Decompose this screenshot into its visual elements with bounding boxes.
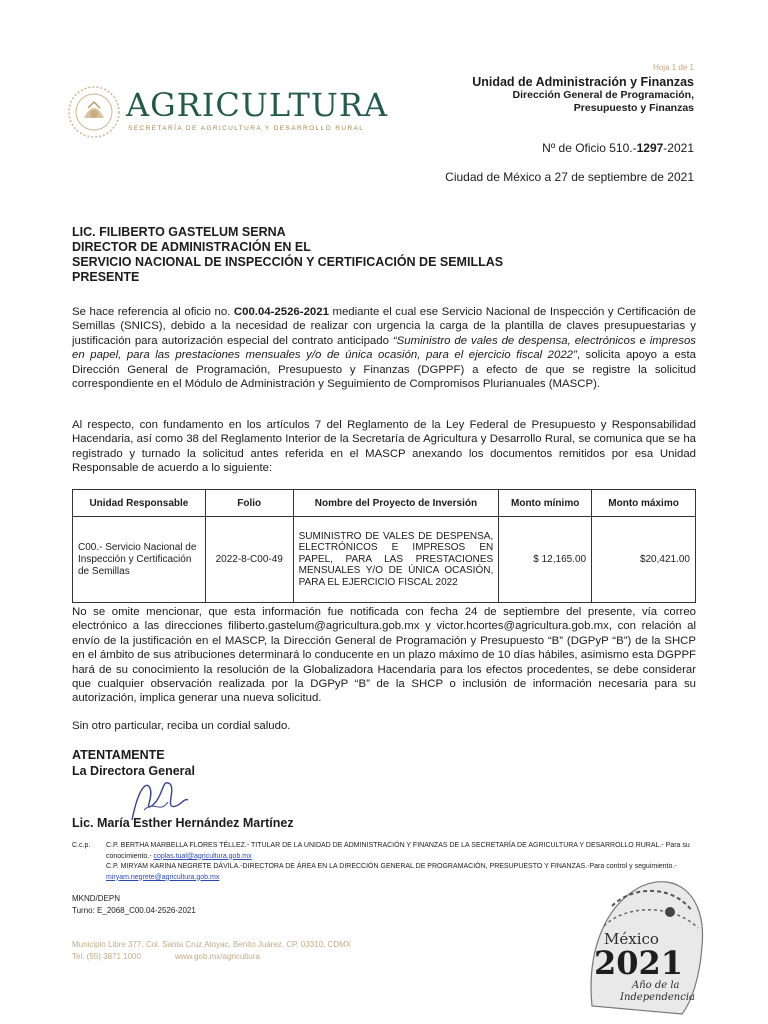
- header-monto-maximo: Monto máximo: [592, 490, 696, 517]
- footer-phone: Tel. (55) 3871 1000: [72, 952, 141, 961]
- page-number: Hoja 1 de 1: [653, 63, 694, 72]
- closing-atentamente: ATENTAMENTE: [72, 748, 165, 762]
- coat-of-arms-icon: [66, 84, 122, 140]
- paragraph-reference: [72, 305, 696, 391]
- p1-reference-number: C00.04-2526-2021: [233, 306, 329, 318]
- investment-table: [72, 489, 696, 603]
- ccp-label: C.c.p.: [72, 842, 91, 849]
- p1-text-c: , solicita apoyo a esta Dirección General de Programación, Presupuesto y Finanzas (DGPPF) a efecto de que se registre la solicitud correspondiente en el Módulo de Administración y Seguimiento de Compromisos Plurianuales (MASCP).: [72, 349, 696, 391]
- unit-name: Unidad de Administración y Finanzas: [472, 75, 694, 89]
- addressee-presente: PRESENTE: [72, 270, 140, 284]
- header-nombre: Nombre del Proyecto de Inversión: [293, 490, 499, 517]
- oficio-prefix: Nº de Oficio 510.-: [542, 141, 637, 155]
- page-footer: [72, 939, 351, 963]
- header-monto-minimo: Monto mínimo: [499, 490, 592, 517]
- addressee-title-2: SERVICIO NACIONAL DE INSPECCIÓN Y CERTIFICACIÓN DE SEMILLAS: [72, 255, 504, 269]
- table-header-row: [73, 490, 696, 517]
- agricultura-logo: [66, 84, 389, 140]
- paragraph-notification: No se omite mencionar, que esta información fue notificada con fecha 24 de septiembre del presente, vía correo electrónico a las direcciones filiberto.gastelum@agricultura.gob.mx y victor.hcortes@agricultura.gob.mx, con relación al envío de la justificación en el MASCP, la Dirección General de Programación y Presupuesto “B” (DGPyP “B”) de la SHCP en el ámbito de sus atribuciones determinará lo conducente en un plazo máximo de 10 días hábiles, asimismo esta DGPPF hará de su conocimiento la resolución de la Globalizadora Hacendaria para los efectos procedentes, se debe considerar que cualquier observación realizada por la DGPyP “B” de la SHCP o inclusión de información necesaria para su autorización, implica generar una nueva solicitud.: [72, 606, 696, 705]
- oficio-number: [542, 141, 694, 155]
- footer-contact: [72, 951, 351, 963]
- initials: MKND/DEPN: [72, 894, 121, 903]
- footer-address: Municipio Libre 377, Col. Santa Cruz Atoyac, Benito Juárez, CP. 03310, CDMX: [72, 940, 352, 949]
- logo-tagline: SECRETARÍA DE AGRICULTURA Y DESARROLLO RURAL: [128, 125, 365, 132]
- addressee-title-1: DIRECTOR DE ADMINISTRACIÓN EN EL: [72, 240, 311, 254]
- oficio-suffix: -2021: [663, 141, 694, 155]
- cell-monto-maximo: $20,421.00: [592, 517, 696, 603]
- p1-contract-quote: “Suministro de vales de despensa, electrónicos e impresos en papel, para las prestaciones mensuales y/o de única ocasión, para el ejercicio fiscal 2022”: [72, 334, 696, 362]
- p1-text-b: mediante el cual ese Servicio Nacional de Inspección y Certificación de Semillas (SNICS), debido a la necesidad de realizar con urgencia la carga de la plantilla de claves presupuestarias y justificación para autorización especial del contrato anticipado: [72, 306, 696, 347]
- addressee-block: [72, 225, 503, 285]
- paragraph-legal-basis: Al respecto, con fundamento en los artículos 7 del Reglamento de la Ley Federal de Presupuesto y Responsabilidad Hacendaria, así como 38 del Reglamento Interior de la Secretaría de Agricultura y Desarrollo Rural, se comunica que se ha registrado y turnado la solicitud antes referida en el MASCP anexando los documentos remitidos por esa Unidad Responsable de acuerdo a lo siguiente:: [72, 419, 696, 475]
- signer-name: Lic. María Esther Hernández Martínez: [72, 816, 294, 830]
- badge-country: México: [604, 930, 659, 948]
- logo-wordmark: AGRICULTURA: [126, 86, 389, 124]
- cell-unidad: C00.- Servicio Nacional de Inspección y Certificación de Semillas: [73, 517, 206, 603]
- ccp-email-1[interactable]: coplas.tual@agricultura.gob.mx: [153, 852, 252, 860]
- header-unidad: Unidad Responsable: [73, 490, 206, 517]
- cell-folio: 2022-8-C00-49: [205, 517, 293, 603]
- badge-line-1: Año de la: [632, 980, 680, 991]
- reference-codes: [72, 893, 196, 917]
- direction-line-2: Presupuesto y Finanzas: [573, 102, 694, 114]
- p1-text-a: Se hace referencia al oficio no.: [72, 306, 234, 318]
- place-date: Ciudad de México a 27 de septiembre de 2021: [445, 170, 694, 184]
- ccp-line-1: C.P. BERTHA MARBELLA FLORES TÉLLEZ.- TITULAR DE LA UNIDAD DE ADMINISTRACIÓN Y FINANZAS DE LA SECRETARÍA DE AGRICULTURA Y DESARROLLO RURAL.- Para su conocimiento.-: [106, 842, 690, 860]
- badge-year: 2021: [594, 944, 684, 982]
- ccp-line-2: C.P. MIRYAM KARINA NEGRETE DÁVILA.-DIRECTORA DE ÁREA EN LA DIRECCIÓN GENERAL DE PROGRAMACIÓN, PRESUPUESTO Y FINANZAS.-Para control y seguimiento.-: [106, 863, 677, 870]
- footer-website: www.gob.mx/agricultura: [174, 952, 260, 961]
- addressee-name: LIC. FILIBERTO GASTELUM SERNA: [72, 225, 286, 239]
- cell-nombre: SUMINISTRO DE VALES DE DESPENSA, ELECTRÓNICOS E IMPRESOS EN PAPEL, PARA LAS PRESTACIONES MENSUALES Y/O DE ÚNICA OCASIÓN, PARA EL EJERCICIO FISCAL 2022: [293, 517, 499, 603]
- table-row: [73, 517, 696, 603]
- direction-line-1: Dirección General de Programación,: [512, 89, 694, 101]
- paragraph-greeting: Sin otro particular, reciba un cordial saludo.: [72, 720, 291, 732]
- cell-monto-minimo: $ 12,165.00: [499, 517, 592, 603]
- header-folio: Folio: [205, 490, 293, 517]
- badge-line-2: Independencia: [620, 992, 695, 1003]
- issuing-unit: [472, 75, 694, 115]
- mexico-2021-badge-icon: [582, 866, 712, 1016]
- oficio-number-value: 1297: [636, 141, 664, 155]
- ccp-entry-1: [106, 841, 702, 862]
- closing-role: La Directora General: [72, 764, 195, 778]
- turno: Turno: E_2068_C00.04-2526-2021: [72, 906, 196, 915]
- ccp-email-2[interactable]: miryam.negrete@agricultura.gob.mx: [106, 873, 220, 881]
